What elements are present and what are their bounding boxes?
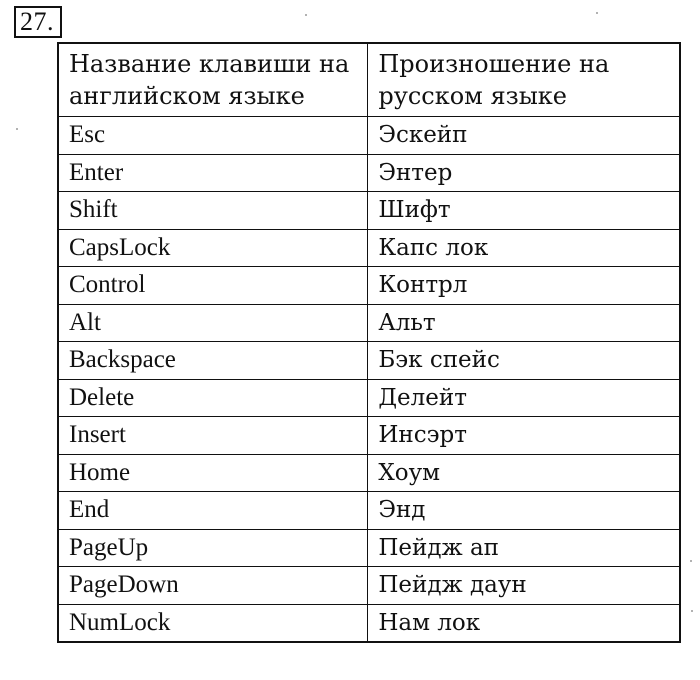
key-russian-cell: Энтер <box>368 154 680 192</box>
table-row <box>58 454 680 492</box>
table-row <box>58 267 680 305</box>
scan-speck <box>691 610 693 612</box>
key-russian-cell: Нам лок <box>368 604 680 642</box>
table-row <box>58 304 680 342</box>
scan-speck <box>690 560 692 562</box>
table-row <box>58 192 680 230</box>
key-english-cell: Delete <box>58 379 368 417</box>
key-russian-cell: Делейт <box>368 379 680 417</box>
key-english-cell: CapsLock <box>58 229 368 267</box>
key-english-cell: Insert <box>58 417 368 455</box>
scan-speck <box>16 128 18 130</box>
key-russian-cell: Энд <box>368 492 680 530</box>
key-russian-cell: Бэк спейс <box>368 342 680 380</box>
table-header-row <box>58 43 680 117</box>
table-row <box>58 117 680 155</box>
table-row <box>58 492 680 530</box>
key-russian-cell: Хоум <box>368 454 680 492</box>
table-row <box>58 529 680 567</box>
scan-speck <box>305 14 307 16</box>
key-russian-cell: Капс лок <box>368 229 680 267</box>
key-english-cell: End <box>58 492 368 530</box>
key-english-cell: Esc <box>58 117 368 155</box>
key-russian-cell: Альт <box>368 304 680 342</box>
key-english-cell: Backspace <box>58 342 368 380</box>
key-english-cell: Alt <box>58 304 368 342</box>
key-name-table <box>57 42 681 643</box>
key-english-cell: Shift <box>58 192 368 230</box>
key-russian-cell: Шифт <box>368 192 680 230</box>
key-russian-cell: Пейдж даун <box>368 567 680 605</box>
table-row <box>58 417 680 455</box>
key-russian-cell: Инсэрт <box>368 417 680 455</box>
table-row <box>58 604 680 642</box>
key-english-cell: PageUp <box>58 529 368 567</box>
table-row <box>58 154 680 192</box>
header-english-name: Название клавиши на английском языке <box>58 43 368 117</box>
table-row <box>58 379 680 417</box>
key-english-cell: Control <box>58 267 368 305</box>
key-russian-cell: Контрл <box>368 267 680 305</box>
table-row <box>58 567 680 605</box>
key-russian-cell: Эскейп <box>368 117 680 155</box>
task-number: 27. <box>14 6 62 38</box>
key-english-cell: Enter <box>58 154 368 192</box>
key-russian-cell: Пейдж ап <box>368 529 680 567</box>
key-english-cell: NumLock <box>58 604 368 642</box>
table-row <box>58 229 680 267</box>
scan-speck <box>596 12 598 14</box>
key-english-cell: Home <box>58 454 368 492</box>
key-english-cell: PageDown <box>58 567 368 605</box>
header-russian-pronunciation: Произношение на русском языке <box>368 43 680 117</box>
table-row <box>58 342 680 380</box>
